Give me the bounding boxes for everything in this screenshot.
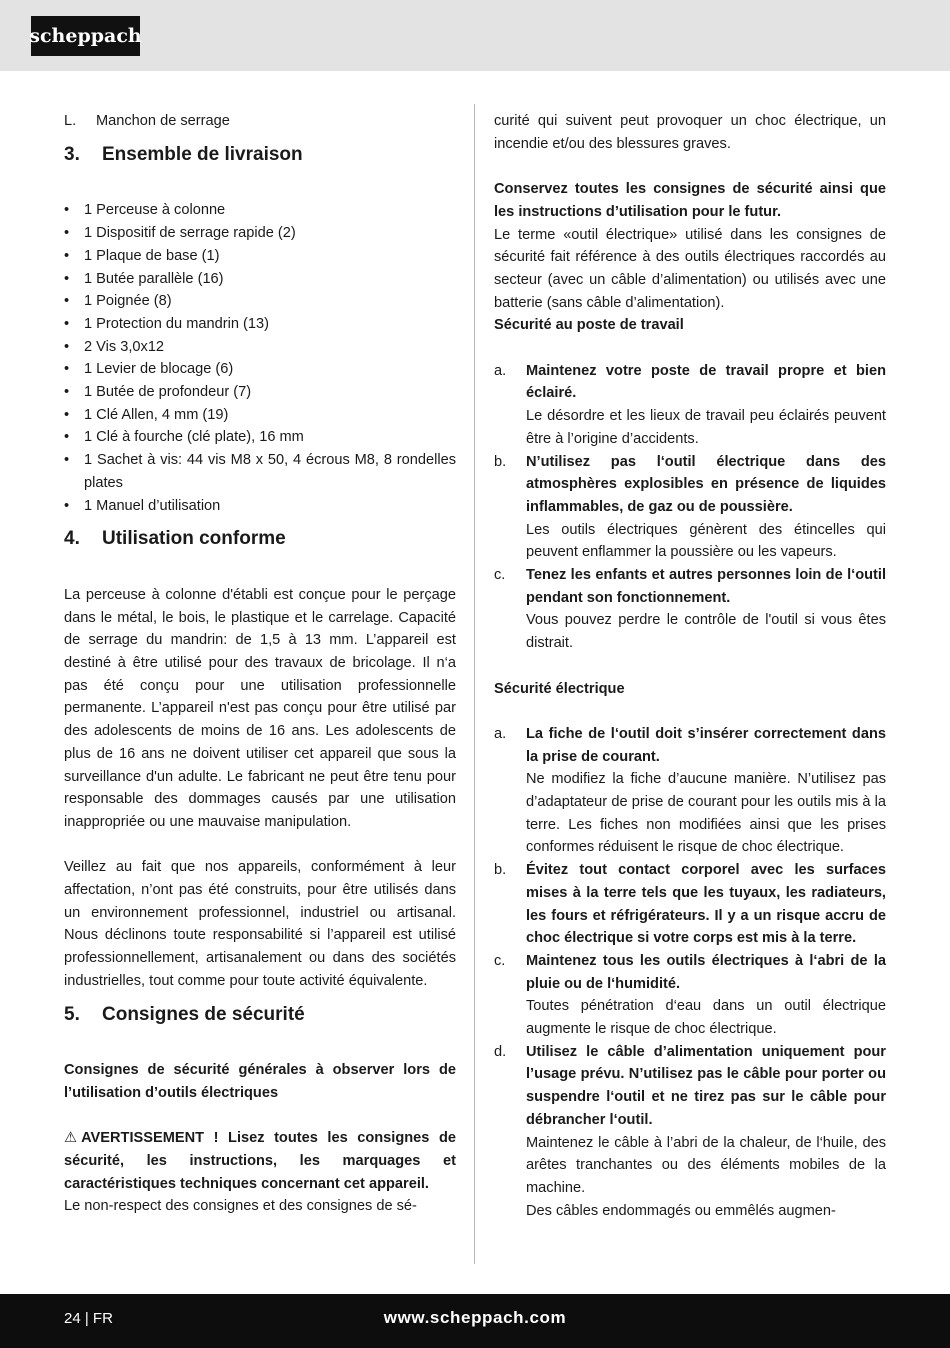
power-tool-definition: Le terme «outil électrique» utilisé dans les consignes de sécurité fait référence à des outils électriques raccordés au secteur (avec un câble d’alimentation) ou utilisés avec une batterie (sans câble d’alimentation).: [494, 226, 886, 311]
list-item: • 1 Protection du mandrin (13): [64, 313, 456, 336]
workplace-safety-title: Sécurité au poste de travail: [494, 317, 684, 334]
list-item: • 2 Vis 3,0x12: [64, 336, 456, 359]
page-footer: [0, 1294, 950, 1348]
website-link[interactable]: www.scheppach.com: [383, 1308, 567, 1327]
list-item: • 1 Clé Allen, 4 mm (19): [64, 404, 456, 427]
parts-item-l: [64, 110, 456, 133]
electrical-item-b: b. Évitez tout contact corporel avec les surfaces mises à la terre tels que les tuyaux, les radiateurs, les fours et réfrigérateurs. Il y a un risque accru de choc électrique si votre corps est mis à la terre.: [494, 862, 886, 947]
item-label: L.: [64, 113, 77, 129]
electrical-item-c: c. Maintenez tous les outils électriques à l‘abri de la pluie ou de l‘humidité. Toutes pénétration d‘eau dans un outil électrique augmente le risque de choc électrique.: [494, 952, 886, 1038]
list-item: • 1 Butée parallèle (16): [64, 268, 456, 291]
list-item: • 1 Manuel d’utilisation: [64, 495, 456, 518]
general-safety-intro: Consignes de sécurité générales à observer lors de l’utilisation d’outils électriques: [64, 1062, 456, 1101]
warning-text: Le non-respect des consignes et des consignes de sé-: [64, 1198, 417, 1215]
workplace-item-c: c. Tenez les enfants et autres personnes loin de l‘outil pendant son fonctionnement. Vous pouvez perdre le contrôle de l'outil si vous êtes distrait.: [494, 567, 886, 652]
warning-icon: ⚠: [64, 1130, 78, 1147]
electrical-item-a: a. La fiche de l‘outil doit s’insérer correctement dans la prise de courant. Ne modifiez la fiche d’aucune manière. N’utilisez pas d’adaptateur de prise de courant pour les outils mis à la terre. Les fiches non modifiées ainsi que les prises conformes réduisent le risque de choc électrique.: [494, 725, 886, 856]
list-item: • 1 Clé à fourche (clé plate), 16 mm: [64, 426, 456, 449]
workplace-item-a: a. Maintenez votre poste de travail propre et bien éclairé. Le désordre et les lieux de travail peu éclairés peuvent être à l’origine d’accidents.: [494, 362, 886, 447]
section-3-heading: 3. Ensemble de livraison: [64, 143, 303, 165]
left-column: [64, 110, 456, 1218]
column-divider: [474, 104, 475, 1264]
section-5-heading: 5. Consignes de sécurité: [64, 1003, 305, 1025]
section-4-heading: 4. Utilisation conforme: [64, 528, 286, 550]
list-item: • 1 Dispositif de serrage rapide (2): [64, 222, 456, 245]
electrical-item-d: d. Utilisez le câble d’alimentation uniquement pour l’usage prévu. N’utilisez pas le câble pour porter ou suspendre l‘outil et ne tirez pas sur le câble pour débrancher l‘outil. Maintenez le câble à l’abri de la chaleur, de l‘huile, des arêtes tranchantes ou des éléments mobiles de la machine. Des câbles endommagés ou emmêlés augmen-: [494, 1043, 886, 1219]
keep-instructions: Conservez toutes les consignes de sécurité ainsi que les instructions d’utilisation pour le futur.: [494, 181, 886, 220]
list-item: • 1 Poignée (8): [64, 290, 456, 313]
electrical-safety-title: Sécurité électrique: [494, 680, 625, 697]
workplace-item-b: b. N’utilisez pas l‘outil électrique dans des atmosphères explosibles en présence de liquides inflammables, de gaz ou de poussière. Les outils électriques génèrent des étincelles qui peuvent enflammer la poussière ou les vapeurs.: [494, 453, 886, 561]
delivery-list: [64, 199, 456, 517]
list-item: • 1 Sachet à vis: 44 vis M8 x 50, 4 écrous M8, 8 rondelles plates: [64, 449, 456, 494]
list-item: • 1 Perceuse à colonne: [64, 199, 456, 222]
right-column: [494, 110, 886, 1222]
list-item: • 1 Butée de profondeur (7): [64, 381, 456, 404]
list-item: • 1 Plaque de base (1): [64, 245, 456, 268]
warning-paragraph: ⚠ AVERTISSEMENT ! Lisez toutes les consignes de sécurité, les instructions, les marquages et caractéristiques techniques concernant cet appareil.: [64, 1127, 456, 1195]
intended-use-paragraph: La perceuse à colonne d'établi est conçue pour le perçage dans le métal, le bois, le plastique et le carrelage. Capacité de serrage du mandrin: de 1,5 à 13 mm. L’appareil est destiné à être utilisé pour des travaux de bricolage. Il n‘a pas été conçu pour une utilisation professionnelle permanente. L’appareil n'est pas conçu pour être utilisé par des adolescents de moins de 16 ans. Les adolescents de plus de 16 ans ne doivent utiliser cet appareil que sous la surveillance d'un adulte. Le fabricant ne peut être tenu pour responsable des dommages causés par une utilisation inappropriée ou une mauvaise manipulation.: [64, 586, 456, 830]
continued-text: curité qui suivent peut provoquer un choc électrique, un incendie et/ou des blessures graves.: [494, 113, 886, 152]
item-text: Manchon de serrage: [96, 113, 230, 129]
list-item: • 1 Levier de blocage (6): [64, 358, 456, 381]
scheppach-logo: scheppach: [31, 16, 140, 56]
page-number: 24 | FR: [64, 1310, 113, 1327]
page-header: [0, 0, 950, 71]
professional-use-paragraph: Veillez au fait que nos appareils, conformément à leur affectation, n’ont pas été construits, pour être utilisés dans un environnement professionnel, industriel ou artisanal. Nous déclinons toute responsabilité si l’appareil est utilisé professionnellement, artisanalement ou dans des sociétés industrielles, tout comme pour toute activité équivalente.: [64, 859, 456, 989]
